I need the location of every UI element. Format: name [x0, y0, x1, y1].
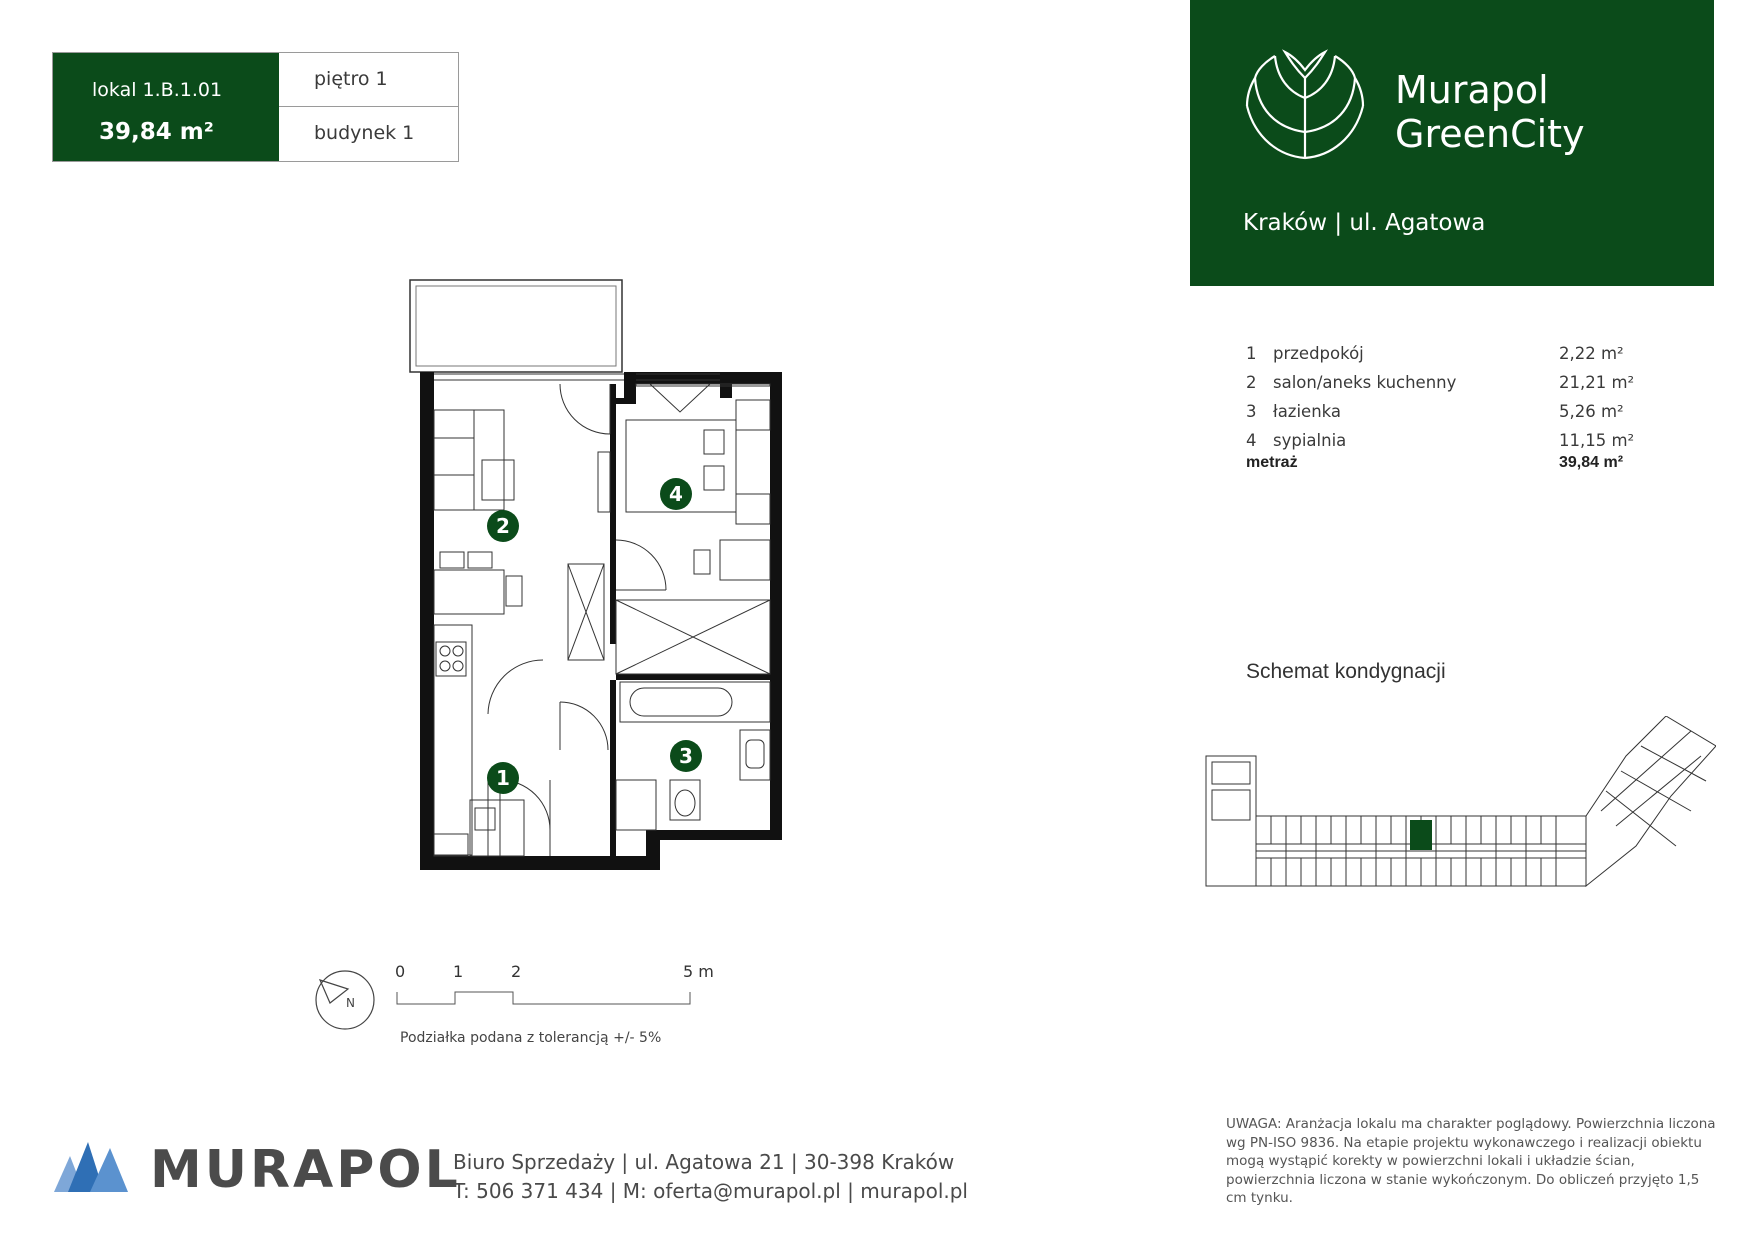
room-badge-2 [487, 510, 519, 542]
room-name: salon/aneks kuchenny [1273, 373, 1457, 392]
room-badge-1 [487, 762, 519, 794]
murapol-logo-icon [54, 1138, 128, 1192]
floor-schema-title: Schemat kondygnacji [1246, 660, 1446, 683]
room-number: 4 [1246, 431, 1257, 450]
scale-bar [395, 990, 695, 1008]
unit-location-marker [1410, 820, 1432, 850]
scale-tolerance-note: Podziałka podana z tolerancją +/- 5% [400, 1030, 662, 1046]
unit-info-box [52, 52, 459, 162]
disclaimer-note: UWAGA: Aranżacja lokalu ma charakter poglądowy. Powierzchnia liczona wg PN-ISO 9836. Na etapie projektu wykonawczego i realizacji obiektu mogą wystąpić korekty w powierzchni lokali i układzie ścian, powierzchnia liczona w stanie wykończonym. Do obliczeń przyjęto 1,5 cm tynku. [1226, 1116, 1716, 1206]
brand-name-line1: Murapol [1395, 68, 1549, 112]
floor-cell [279, 53, 458, 107]
table-row [1246, 373, 1636, 402]
total-area: 39,84 m² [1559, 454, 1624, 471]
scale-tick-2: 2 [511, 962, 522, 981]
svg-text:4: 4 [669, 482, 683, 506]
brand-name [1395, 68, 1585, 156]
room-area: 5,26 m² [1559, 402, 1624, 421]
room-number: 2 [1246, 373, 1257, 392]
scale-tick-0: 0 [395, 962, 406, 981]
room-name: łazienka [1273, 402, 1342, 421]
svg-text:N: N [346, 996, 355, 1010]
room-number: 3 [1246, 402, 1257, 421]
total-row [1246, 454, 1636, 482]
unit-label: lokal 1.B.1.01 [92, 79, 223, 101]
svg-text:3: 3 [679, 744, 693, 768]
company-wordmark: MURAPOL [150, 1140, 461, 1200]
unit-id-panel [53, 53, 279, 161]
sales-office-address [453, 1148, 968, 1206]
room-area: 2,22 m² [1559, 344, 1624, 363]
rooms-table [1246, 344, 1636, 482]
address-line: Biuro Sprzedaży | ul. Agatowa 21 | 30-398 Kraków [453, 1150, 955, 1174]
scale-tick-1: 1 [453, 962, 464, 981]
svg-text:1: 1 [496, 766, 510, 790]
contact-line: T: 506 371 434 | M: oferta@murapol.pl | murapol.pl [453, 1179, 968, 1203]
brand-name-line2: GreenCity [1395, 112, 1585, 156]
room-badge-3 [670, 740, 702, 772]
table-row [1246, 402, 1636, 431]
floor-schema-diagram [1196, 716, 1716, 896]
floor-plan [400, 270, 800, 880]
tulip-logo-icon [1245, 48, 1365, 168]
room-name: sypialnia [1273, 431, 1347, 450]
svg-text:2: 2 [496, 514, 510, 538]
building-label: budynek 1 [314, 122, 415, 144]
room-badge-4 [660, 478, 692, 510]
scale-tick-5m: 5 m [683, 962, 714, 981]
room-number: 1 [1246, 344, 1257, 363]
room-name: przedpokój [1273, 344, 1364, 363]
floor-label: piętro 1 [314, 68, 388, 90]
unit-area: 39,84 m² [99, 119, 214, 145]
total-label: metraż [1246, 454, 1298, 471]
compass-icon [310, 965, 380, 1035]
brand-panel [1190, 0, 1714, 286]
building-cell [279, 107, 458, 161]
room-area: 21,21 m² [1559, 373, 1635, 392]
room-area: 11,15 m² [1559, 431, 1635, 450]
brand-location: Kraków | ul. Agatowa [1243, 210, 1486, 236]
table-row [1246, 344, 1636, 373]
